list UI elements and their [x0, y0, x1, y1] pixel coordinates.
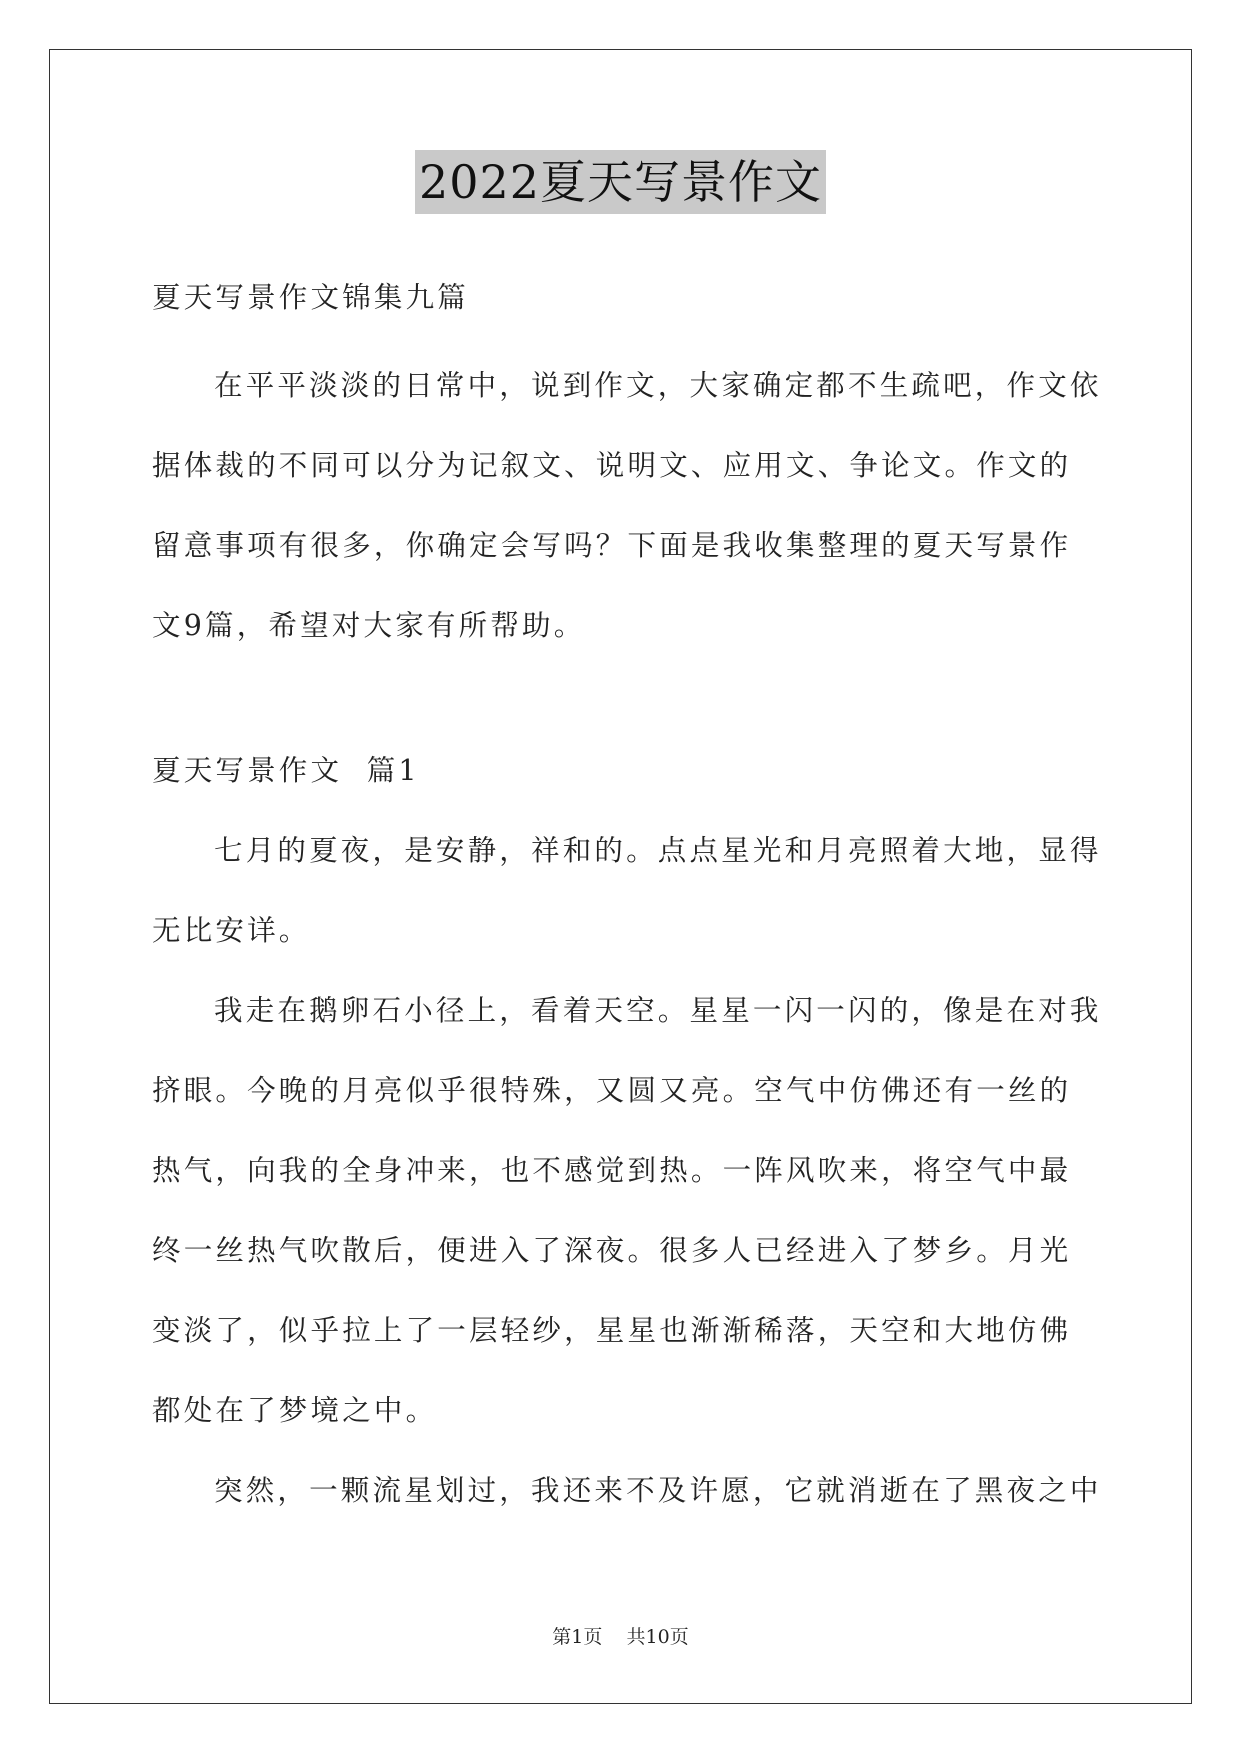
body-paragraph-1: 七月的夏夜，是安静，祥和的。点点星光和月亮照着大地，显得无比安详。 [152, 834, 1102, 947]
document-subtitle: 夏天写景作文锦集九篇 [152, 281, 470, 314]
section-heading: 夏天写景作文 篇1 [152, 754, 420, 787]
intro-paragraph: 在平平淡淡的日常中，说到作文，大家确定都不生疏吧，作文依据体裁的不同可以分为记叙文、说明文、应用文、争论文。作文的留意事项有很多，你确定会写吗？下面是我收集整理的夏天写景作文9篇，希望对大家有所帮助。 [152, 369, 1102, 642]
document-body [152, 258, 1102, 1531]
body-paragraph-3: 突然，一颗流星划过，我还来不及许愿，它就消逝在了黑夜之中 [214, 1474, 1102, 1507]
page-number: 第1页 [552, 1626, 603, 1648]
document-title: 2022夏天写景作文 [415, 150, 826, 214]
page-total: 共10页 [626, 1626, 689, 1648]
page-footer [0, 1622, 1241, 1649]
body-paragraph-2: 我走在鹅卵石小径上，看着天空。星星一闪一闪的，像是在对我挤眼。今晚的月亮似乎很特殊，又圆又亮。空气中仿佛还有一丝的热气，向我的全身冲来，也不感觉到热。一阵风吹来，将空气中最终一丝热气吹散后，便进入了深夜。很多人已经进入了梦乡。月光变淡了，似乎拉上了一层轻纱，星星也渐渐稀落，天空和大地仿佛都处在了梦境之中。 [152, 994, 1102, 1427]
title-container [0, 150, 1241, 214]
